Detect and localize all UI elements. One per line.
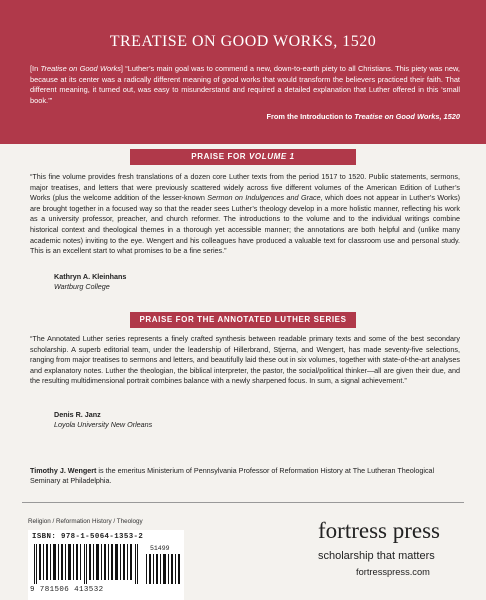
barcode-icon (34, 544, 140, 584)
intro-quote: [In Treatise on Good Works] “Luther’s main goal was to commend a new, down-to-earth piety to all Christians. This piety was new, because at its center was a radically different meaning of good works that would transform the believers practiced their faith. That different meaning, it turned out, was easy to misunderstand and required a detailed explanation that Luther offered in this ‘small book.’” (30, 64, 460, 105)
praise-series-text: “The Annotated Luther series represents a finely crafted synthesis between readable primary texts and some of the best secondary scholarship. A superb editorial team, under the leadership of Hillerbrand, Stjerna, and Wengert, has made seventy-five selections, ranging from major treatises to sermons and letters, and beautifully laid these out in six volumes, together with state-of-the-art analyses and explanatory notes. Luther the theologian, the biblical interpreter, the pastor, the social/political thinker—all are given their due, and the resulting multidimensional portrait combines balance with a newly sharpened focus. In sum, a signal achievement.” (30, 334, 460, 386)
publisher-name: fortress press (318, 518, 440, 543)
divider (22, 502, 464, 503)
praise-series-heading: PRAISE FOR THE ANNOTATED LUTHER SERIES (130, 312, 356, 328)
publisher-tagline: scholarship that matters (318, 550, 435, 562)
reviewer-2 (54, 410, 152, 430)
category-label: Religion / Reformation History / Theology (28, 518, 143, 525)
reviewer-name: Kathryn A. Kleinhans (54, 272, 127, 281)
reviewer-org: Loyola University New Orleans (54, 420, 153, 429)
book-title: TREATISE ON GOOD WORKS, 1520 (109, 33, 377, 50)
price-code: 51499 (150, 545, 170, 552)
reviewer-org: Wartburg College (54, 282, 110, 291)
publisher-url[interactable]: fortresspress.com (356, 567, 430, 577)
author-bio: Timothy J. Wengert is the emeritus Ministerium of Pennsylvania Professor of Reformation History at The Lutheran Theological Seminary at Philadelphia. (30, 466, 435, 486)
ean-number: 9 781506 413532 (30, 586, 104, 594)
praise-volume1-heading: PRAISE FOR VOLUME 1 (130, 149, 356, 165)
quote-attribution: From the Introduction to Treatise on Good Works, 1520 (266, 112, 460, 121)
praise-volume1-text: “This fine volume provides fresh translations of a dozen core Luther texts from the period 1517 to 1520. Public statements, sermons, major treatises, and letters that were previously scattered widely across five different volumes of the American Edition of Luther’s Works (plus the welcome addition of the lesser-known Sermon on Indulgences and Grace, which does not appear in Luther’s Works) are brought together in a focused way so that the reader sees Luther’s theology develop in a more holistic manner, reflecting his work as a university professor, preacher, and church reformer. The introductions to the volume and to the individual writings combine historical context and theological themes in a thorough yet accessible manner; the annotations are both helpful and (unlike many academic notes) inviting to the eye. Wengert and his colleagues have produced a valuable text for classroom use and personal study. This is an excellent start to what promises to be a fine series.” (30, 172, 460, 256)
addon-barcode-icon (146, 554, 180, 584)
reviewer-name: Denis R. Janz (54, 410, 101, 419)
isbn-text: ISBN: 978-1-5064-1353-2 (32, 533, 144, 541)
header-panel (0, 0, 486, 144)
reviewer-1 (54, 272, 126, 292)
